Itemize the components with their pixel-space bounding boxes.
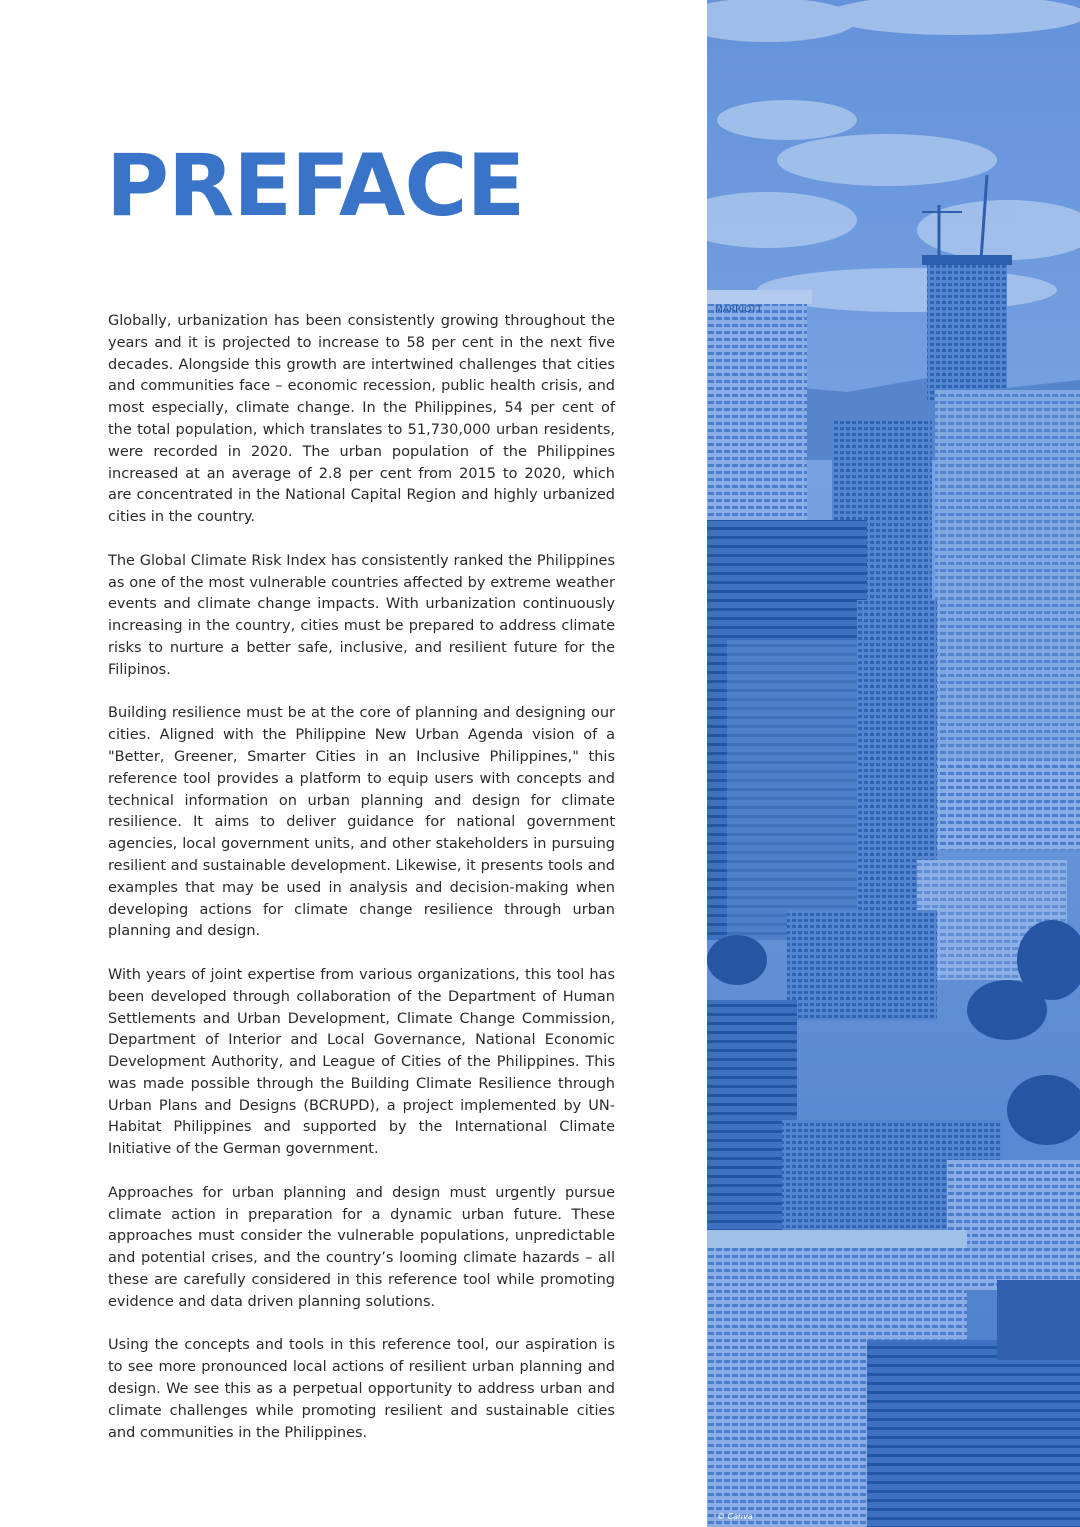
preface-paragraph: With years of joint expertise from various organizations, this tool has been developed through collaboration of the Department of Human Settlements and Urban Development, Climate Change Commission, Department of Interior and Local Governance, National Economic Development Authority, and League of Cities of the Philippines. This was made possible through the Building Climate Resilience through Urban Plans and Designs (BCRUPD), a project implemented by UN-Habitat Philippines and supported by the International Climate Initiative of the German government. (108, 966, 615, 1158)
preface-paragraph: The Global Climate Risk Index has consistently ranked the Philippines as one of the most vulnerable countries affected by extreme weather events and climate change impacts. With urbanization continuously increasing in the country, cities must be prepared to address climate risks to nurture a better safe, inclusive, and resilient future for the Filipinos. (108, 552, 615, 678)
preface-paragraph: Approaches for urban planning and design must urgently pursue climate action in preparation for a dynamic urban future. These approaches must consider the vulnerable populations, unpredictable and potential crises, and the country’s looming climate hazards – all these are carefully considered in this reference tool while promoting evidence and data driven planning solutions. (108, 1184, 615, 1310)
page-title: PREFACE (106, 136, 525, 236)
preface-paragraph: Building resilience must be at the core of planning and designing our cities. Aligned with the Philippine New Urban Agenda vision of a "Better, Greener, Smarter Cities in an Inclusive Philippines," this reference tool provides a platform to equip users with concepts and technical information on urban planning and design for climate resilience. It aims to deliver guidance for national government agencies, local government units, and other stakeholders in pursuing resilient and sustainable development. Likewise, it presents tools and examples that may be used in analysis and decision-making when developing actions for climate change resilience through urban planning and design. (108, 705, 615, 940)
building-sign: MARRIOTT (715, 305, 763, 315)
skyline-illustration (707, 0, 1080, 1527)
preface-body (108, 311, 615, 1466)
city-skyline-photo (707, 0, 1080, 1527)
blue-tint-overlay (707, 0, 1080, 1527)
preface-paragraph: Using the concepts and tools in this reference tool, our aspiration is to see more pronounced local actions of resilient urban planning and design. We see this as a perpetual opportunity to address urban and climate challenges while promoting resilient and sustainable cities and communities in the Philippines. (108, 1337, 615, 1441)
photo-credit: © Canva (717, 1512, 753, 1521)
preface-paragraph: Globally, urbanization has been consistently growing throughout the years and it is projected to increase to 58 per cent in the next five decades. Alongside this growth are intertwined challenges that cities and communities face – economic recession, public health crisis, and most especially, climate change. In the Philippines, 54 per cent of the total population, which translates to 51,730,000 urban residents, were recorded in 2020. The urban population of the Philippines increased at an average of 2.8 per cent from 2015 to 2020, which are concentrated in the National Capital Region and highly urbanized cities in the country. (108, 313, 615, 526)
